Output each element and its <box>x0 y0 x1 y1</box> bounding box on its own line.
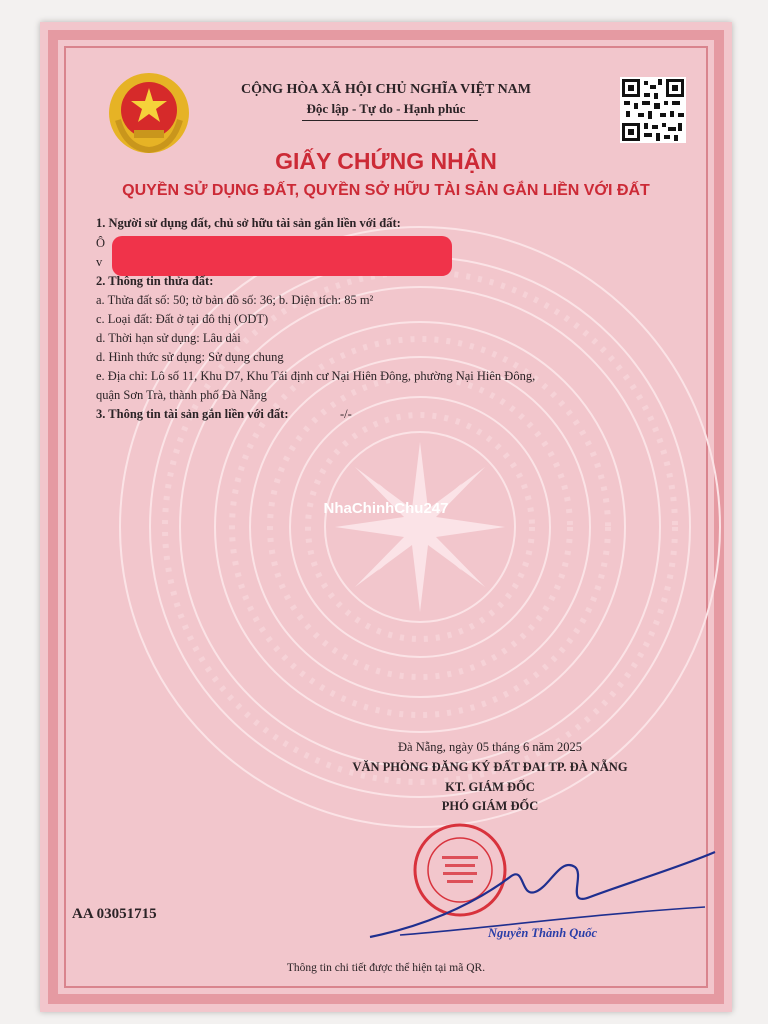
national-motto: Độc lập - Tự do - Hạnh phúc <box>306 101 466 116</box>
issue-date: Đà Nẵng, ngày 05 tháng 6 năm 2025 <box>398 740 582 754</box>
watermark-text: NhaChinhChu247 <box>323 500 449 517</box>
serial-number: AA 03051715 <box>72 906 157 922</box>
usage-term: d. Thời hạn sử dụng: Lâu dài <box>96 331 241 345</box>
signer-name: Nguyễn Thành Quốc <box>488 926 598 940</box>
certificate-paper <box>40 22 732 1012</box>
certificate-subtitle: QUYỀN SỬ DỤNG ĐẤT, QUYỀN SỞ HỮU TÀI SẢN GẮN LIỀN VỚI ĐẤT <box>122 182 650 199</box>
certificate-title: GIẤY CHỨNG NHẬN <box>275 148 497 174</box>
section-3-heading: 3. Thông tin tài sản gắn liền với đất: <box>96 407 289 421</box>
section-2-heading: 2. Thông tin thửa đất: <box>96 274 214 288</box>
land-type: c. Loại đất: Đất ở tại đô thị (ODT) <box>96 312 269 326</box>
redaction-mark <box>112 236 452 276</box>
issuing-office: VĂN PHÒNG ĐĂNG KÝ ĐẤT ĐAI TP. ĐÀ NẴNG <box>352 760 628 774</box>
section-3-value: -/- <box>340 407 352 421</box>
owner-line-1: Ô <box>96 236 106 250</box>
section-1-heading: 1. Người sử dụng đất, chủ sở hữu tài sản gắn liền với đất: <box>96 216 401 230</box>
signer-position: PHÓ GIÁM ĐỐC <box>441 799 539 813</box>
qr-footer-note: Thông tin chi tiết được thể hiện tại mã QR. <box>286 962 486 974</box>
on-behalf-of: KT. GIÁM ĐỐC <box>445 780 535 794</box>
motto-underline <box>302 120 478 121</box>
parcel-number: a. Thửa đất số: 50; tờ bản đồ số: 36; b. Diện tích: 85 m² <box>96 293 374 307</box>
owner-line-2: v <box>96 255 103 269</box>
address-line-2: quận Sơn Trà, thành phố Đà Nẵng <box>96 388 267 402</box>
address-line-1: e. Địa chỉ: Lô số 11, Khu D7, Khu Tái định cư Nại Hiên Đông, phường Nại Hiên Đông, <box>96 369 536 383</box>
nation-name: CỘNG HÒA XÃ HỘI CHỦ NGHĨA VIỆT NAM <box>240 82 531 97</box>
usage-form: d. Hình thức sử dụng: Sử dụng chung <box>96 350 284 364</box>
